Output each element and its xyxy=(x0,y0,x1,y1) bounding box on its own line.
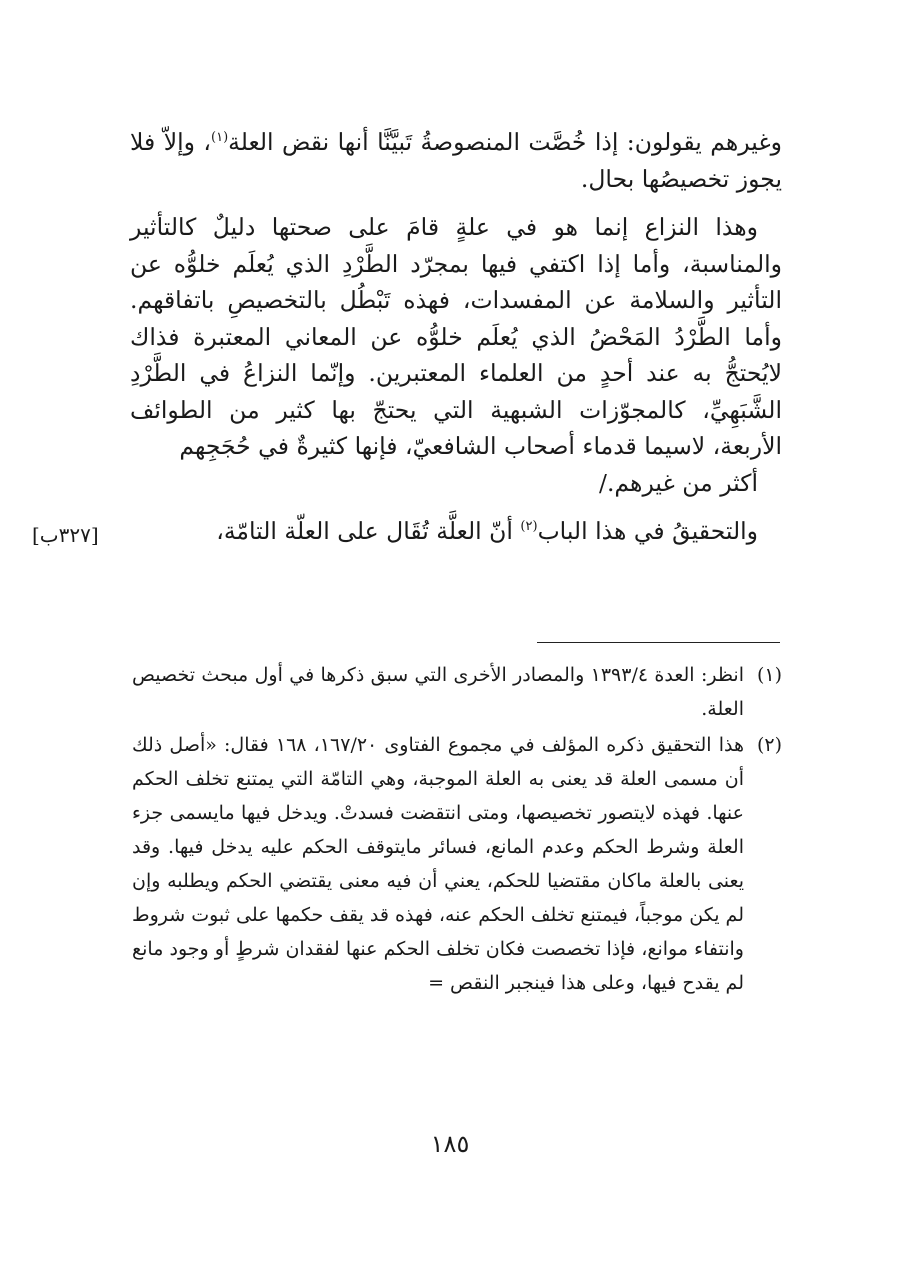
footnotes xyxy=(132,658,782,1002)
paragraph-3 xyxy=(130,513,782,550)
footnote-ref-2[interactable]: (٢) xyxy=(520,519,538,535)
footnote-ref-1[interactable]: (١) xyxy=(211,130,229,146)
paragraph-2-last-line: أكثر من غيرهم./ xyxy=(599,468,758,497)
paragraph-3-tail: أنّ العلَّة تُقَال على العلّة التامّة، xyxy=(216,517,521,545)
footnote-1 xyxy=(132,658,782,726)
paragraph-1-tail: ، وإلاّ فلا يجوز تخصيصُها بحال. xyxy=(130,128,782,193)
footnote-2 xyxy=(132,728,782,1000)
paragraph-1 xyxy=(130,124,782,197)
paragraph-2-text: وهذا النزاع إنما هو في علةٍ قامَ على صحتها دليلٌ كالتأثير والمناسبة، وأما إذا اكتفي فيها بمجرّد الطَّرْدِ الذي يُعلَم خلوُّه عن التأثير والسلامة عن المفسدات، فهذه تَبْطُل بالتخصيصِ باتفاقهم. وأما الطَّرْدُ المَحْضُ الذي يُعلَم خلوُّه عن المعاني المعتبرة فذاك لايُحتجُّ به عند أحدٍ من العلماء المعتبرين. وإنّما النزاعُ في الطَّرْدِ الشَّبَهِيِّ، كالمجوّزات الشبهية التي يحتجّ بها كثير من الطوائف الأربعة، لاسيما قدماء أصحاب الشافعيّ، فإنها كثيرةٌ في حُجَجِهم xyxy=(130,213,782,460)
footnote-2-number: (٢) xyxy=(756,734,782,756)
page-number: ١٨٥ xyxy=(430,1130,470,1158)
paragraph-2 xyxy=(130,209,782,501)
footnote-1-text: انظر: العدة ١٣٩٣/٤ والمصادر الأخرى التي سبق ذكرها في أول مبحث تخصيص العلة. xyxy=(132,664,744,720)
paragraph-1-text: وغيرهم يقولون: إذا خُصَّت المنصوصةُ تَبيَّنَّا أنها نقض العلة xyxy=(228,128,782,156)
paragraph-3-text: والتحقيقُ في هذا الباب xyxy=(537,517,758,545)
footnote-divider xyxy=(537,642,780,643)
main-text xyxy=(130,124,782,550)
manuscript-folio-marker: [٣٢٧ب] xyxy=(32,523,99,547)
footnote-1-number: (١) xyxy=(756,664,782,686)
footnote-2-text: هذا التحقيق ذكره المؤلف في مجموع الفتاوى ١٦٧/٢٠، ١٦٨ فقال: «أصل ذلك أن مسمى العلة قد يعنى به العلة الموجبة، وهي التامّة التي يمتنع تخلف الحكم عنها. فهذه لايتصور تخصيصها، ومتى انتقضت فسدتْ. ويدخل فيها مايسمى جزء العلة وشرط الحكم وعدم المانع، فسائر مايتوقف الحكم عليه يدخل فيها. وقد يعنى بالعلة ماكان مقتضيا للحكم، يعني أن فيه معنى يقتضي الحكم ويطلبه وإن لم يكن موجباً، فيمتنع تخلف الحكم عنه، فهذه قد يقف حكمها على ثبوت شروط وانتفاء موانع، فإذا تخصصت فكان تخلف الحكم عنها لفقدان شرطٍ أو وجود مانع لم يقدح فيها، وعلى هذا فينجبر النقص = xyxy=(132,734,745,994)
